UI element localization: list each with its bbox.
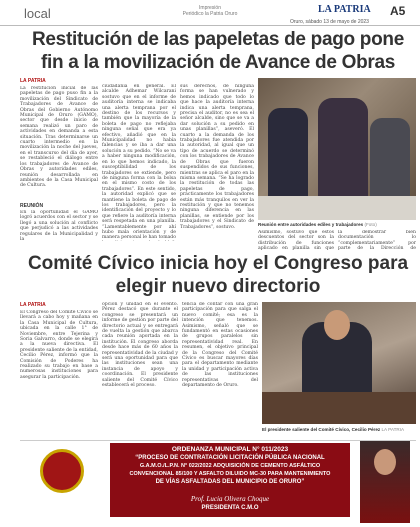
story1-headline: Restitución de las papeletas de pago pone fin a la movilización de Avance de Obras (31, 29, 404, 73)
story2-tag: LA PATRIA (20, 302, 46, 308)
issue-date: Oruro, sábado 13 de mayo de 2023 (290, 19, 369, 25)
ad-banner (110, 443, 350, 517)
photo-credit: (Foto) (364, 222, 377, 227)
story1-text: En la oportunidad el GAMO logró acuerdos con el sector y se llegó a una solución al conflicto que perjudicó a las actividades regulares de la Municipalidad y la (20, 210, 98, 243)
caption-text: El presidente saliente del Comité Cívico, Cecilio Pérez (262, 427, 381, 432)
story1-photo (258, 78, 416, 220)
ad-line: CONVENCIONAL 85/100 Y ASFALTO DILUIDO MC-30 PARA MANTENIMIENTO (129, 471, 331, 477)
story1-text: sus derechos, de ninguna forma se han vulnerado y hemos indicado que todo lo que hace la auditoría interna indica una alerta temprana, precisa el auditor, no es sea el señor alcalde, sino que se va a dar solución a su pedido en unas planillas”, aseveró. El cuarto a la demanda de los trabajadores fue atendida por la autoridad, al igual que un tipo de acuerdo se determinó con los trabajadores de Avance de Obras que fueron suspendidos de sus funciones, mientras se aplica el paro en la misma semana. “Se ha logrado la restitución de todas las papeletas de pago, prácticamente los trabajadores están más tranquilos en ver la restitución y que no tenemos ninguna diferencia en las planillas, se entiende por los trabajadores y el Sindicato de Trabajadores”, sostuvo. (180, 84, 254, 230)
story2-text: opción y unidad en el evento. Pérez destacó que durante el congreso se presentará un informe de gestión por parte del directorio actual y se entregará de vuelta la gestión que abarca cada reunión aportada en la institución. El congreso aborda desde hace más de 60 años la representatividad de la ciudad y será una oportunidad para que las instituciones sean una instancia de apoyo y coordinación. El presidente saliente del Comité Cívico establecerá el proceso. (102, 302, 178, 389)
story1-subheading: REUNIÓN (20, 203, 44, 209)
ad-line: “PROCESO DE CONTRATACIÓN LICITACIÓN PÚBLICA NACIONAL (135, 455, 325, 461)
municipal-seal-icon (40, 449, 84, 493)
page-header (0, 0, 420, 26)
story1-text: ciudadanía en general. El alcalde Adhemar Wilcarani sostuvo que en el informe de auditoría interna se indicaba una alerta temprana por el destino de los recursos y también que la mayoría de la boleta de pago no reflejaba ninguna señal que era ya efectivo, añadió que en la Municipalidad no había falencias y se iba a dar una solución a su pedido. “No se va a haber ninguna modificación, en lo que hemos indicado, la susceptibilidad de los trabajadores se extiende, pero de ninguna forma con la bolsa en el mismo costo de los trabajadores”. En este sentido, la autoridad explicó que se mantiene la boleta de pago de los trabajadores, pero la identificación del proyecto y lo que refiere la auditoría interna será respetada en una planilla. “Lamentablemente por ahí hubo mala orientación y de manera personal le han tomado (102, 84, 176, 241)
publisher-line: Periódico la Patria Oruro (182, 11, 238, 17)
ad-line: ORDENANZA MUNICIPAL N° 011/2023 (171, 446, 289, 453)
publisher-line: Impresión (199, 5, 221, 11)
section-label: local (24, 6, 51, 21)
story1-column (20, 78, 98, 248)
story2-photo-caption (262, 427, 416, 432)
story2-photo (262, 302, 416, 424)
story2-column (20, 302, 98, 438)
story2-headline: Comité Cívico inicia hoy el Congreso para elegir nuevo directorio (27, 253, 409, 297)
ad-signature-title: PRESIDENTA C.M.O (201, 505, 259, 511)
councilor-portrait (360, 441, 410, 523)
ad-signature: Prof. Lucia Olivera Choque (190, 495, 270, 503)
story1-text: la demostrar bien documentación lo “complementariamente” por parte de la Dirección de (338, 230, 416, 250)
ad-line: G.A.M.O./L.P.N. N° 022/2022 ADQUISICIÓN DE CEMENTO ASFÁLTICO (139, 463, 321, 469)
caption-text: Reunión entre autoridades ediles y trabajadores (258, 222, 364, 227)
page-number: A5 (390, 4, 406, 18)
advertisement (20, 440, 416, 527)
newspaper-logo: LA PATRIA (318, 4, 371, 15)
story1-photo-caption (258, 222, 416, 227)
story2-text: El Congreso del Comité Cívico se llevará a cabo hoy y mañana en la Casa Municipal de Cultura, ubicada en la calle 1° de Noviembre, entre Tejerina y Soria Galvarro, donde se elegirá a la nueva directiva. El presidente saliente de la entidad, Cecilio Pérez, informó que la Comisión de Poderes ha realizado su trabajo en base a numerosas instituciones para asegurar la participación. (20, 310, 98, 380)
ad-line: DE VÍAS ASFALTADAS DEL MUNICIPIO DE ORURO” (155, 479, 305, 485)
story1-tag: LA PATRIA (20, 78, 46, 84)
photo-credit: LA PATRIA (381, 427, 405, 432)
story1-text: Asimismo, sostuvo que estos descuentos del sector son la distribución de funciones aplicado en planilla sin que (258, 230, 334, 250)
story1-text: La restitución inicial de las papeletas de pago puso fin a la movilización del Sindicato de Trabajadores de Avance de Obras del Gobierno Autónomo Municipal de Oruro (GAMO), sector que desde inicio de semana realizó un paro de actividades en demanda a esta situación. Tras determinarse un cuarto intermedio en la movilización la noche del jueves, en el transcurso del día de ayer, se restableció el diálogo entre los trabajadores de Avance de Obras y autoridades ediles, reunión desarrollada en ambientes de la Casa Municipal de Cultura. (20, 86, 98, 189)
story2-text: tencia de contar con una gran participación para que salga el nuevo comité; esa es la intención que tenemos. Asimismo, señaló que se fundamentó en estas ocasiones de grupos paralelos sin representatividad real. En resumen, el objetivo principal de la Congreso del Comité Cívico es buscar mayores días para el departamento mediante la unidad y participación activa de las instituciones representativas del departamento de Oruro. (182, 302, 258, 389)
